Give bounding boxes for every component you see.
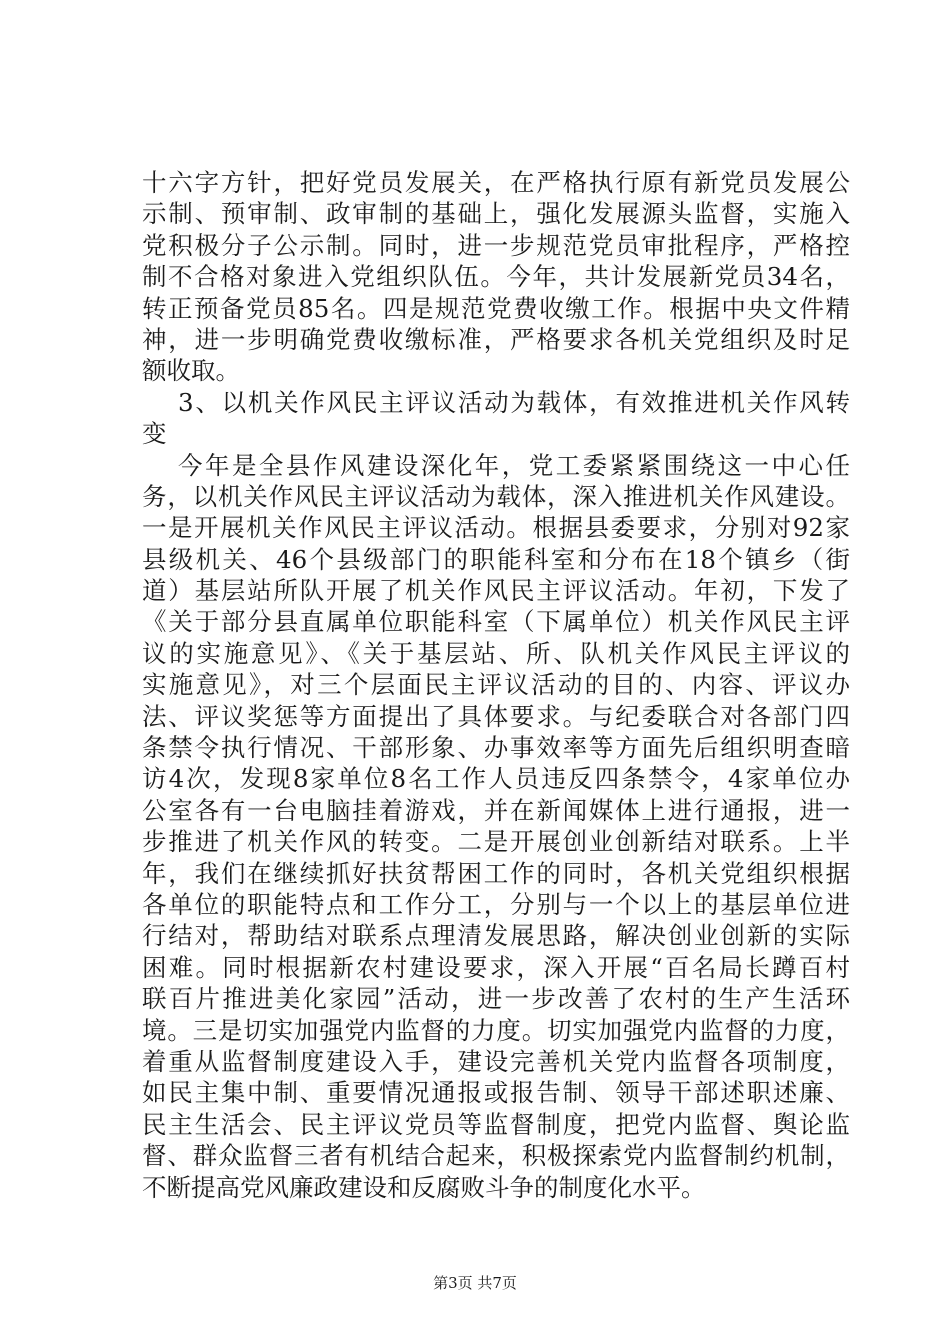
text-line: 步推进了机关作风的转变。二是开展创业创新结对联系。上半 <box>142 827 850 857</box>
text-line: 《关于部分县直属单位职能科室（下属单位）机关作风民主评 <box>142 607 850 637</box>
text-line: 一是开展机关作风民主评议活动。根据县委要求，分别对92家 <box>142 513 850 543</box>
text-line: 条禁令执行情况、干部形象、办事效率等方面先后组织明查暗 <box>142 733 850 763</box>
text-line: 困难。同时根据新农村建设要求，深入开展“百名局长蹲百村 <box>142 952 850 982</box>
section-heading-line: 3、以机关作风民主评议活动为载体，有效推进机关作风转 <box>178 387 850 417</box>
text-line: 访4次，发现8家单位8名工作人员违反四条禁令，4家单位办 <box>142 764 850 794</box>
text-line: 民主生活会、民主评议党员等监督制度，把党内监督、舆论监 <box>142 1109 850 1139</box>
text-line: 神，进一步明确党费收缴标准，严格要求各机关党组织及时足 <box>142 324 850 354</box>
text-line: 公室各有一台电脑挂着游戏，并在新闻媒体上进行通报，进一 <box>142 795 850 825</box>
text-line: 议的实施意见》、《关于基层站、所、队机关作风民主评议的 <box>142 638 850 668</box>
text-line: 实施意见》，对三个层面民主评议活动的目的、内容、评议办 <box>142 670 850 700</box>
text-line: 党积极分子公示制。同时，进一步规范党员审批程序，严格控 <box>142 230 850 260</box>
text-line: 督、群众监督三者有机结合起来，积极探索党内监督制约机制， <box>142 1141 850 1171</box>
text-line: 今年是全县作风建设深化年，党工委紧紧围绕这一中心任 <box>178 450 850 480</box>
text-line: 制不合格对象进入党组织队伍。今年，共计发展新党员34名， <box>142 262 850 292</box>
page-number-label: 第3页 共7页 <box>433 1274 517 1292</box>
text-line: 联百片推进美化家园”活动，进一步改善了农村的生产生活环 <box>142 984 850 1014</box>
text-line: 转正预备党员85名。四是规范党费收缴工作。根据中央文件精 <box>142 293 850 323</box>
text-line: 法、评议奖惩等方面提出了具体要求。与纪委联合对各部门四 <box>142 701 850 731</box>
text-line: 行结对，帮助结对联系点理清发展思路，解决创业创新的实际 <box>142 921 850 951</box>
text-line: 不断提高党风廉政建设和反腐败斗争的制度化水平。 <box>142 1172 706 1202</box>
text-line: 如民主集中制、重要情况通报或报告制、领导干部述职述廉、 <box>142 1078 850 1108</box>
text-line: 境。三是切实加强党内监督的力度。切实加强党内监督的力度， <box>142 1015 850 1045</box>
text-line: 县级机关、46个县级部门的职能科室和分布在18个镇乡（街 <box>142 544 850 574</box>
text-line: 务，以机关作风民主评议活动为载体，深入推进机关作风建设。 <box>142 481 850 511</box>
section-heading-line: 变 <box>142 419 167 449</box>
text-line: 额收取。 <box>142 356 240 386</box>
text-line: 着重从监督制度建设入手，建设完善机关党内监督各项制度， <box>142 1046 850 1076</box>
text-line: 年，我们在继续抓好扶贫帮困工作的同时，各机关党组织根据 <box>142 858 850 888</box>
body-text <box>142 167 850 1203</box>
text-line: 道）基层站所队开展了机关作风民主评议活动。年初，下发了 <box>142 576 850 606</box>
page-footer <box>0 1272 950 1293</box>
text-line: 各单位的职能特点和工作分工，分别与一个以上的基层单位进 <box>142 889 850 919</box>
text-line: 示制、预审制、政审制的基础上，强化发展源头监督，实施入 <box>142 199 850 229</box>
text-line: 十六字方针，把好党员发展关，在严格执行原有新党员发展公 <box>142 168 850 197</box>
